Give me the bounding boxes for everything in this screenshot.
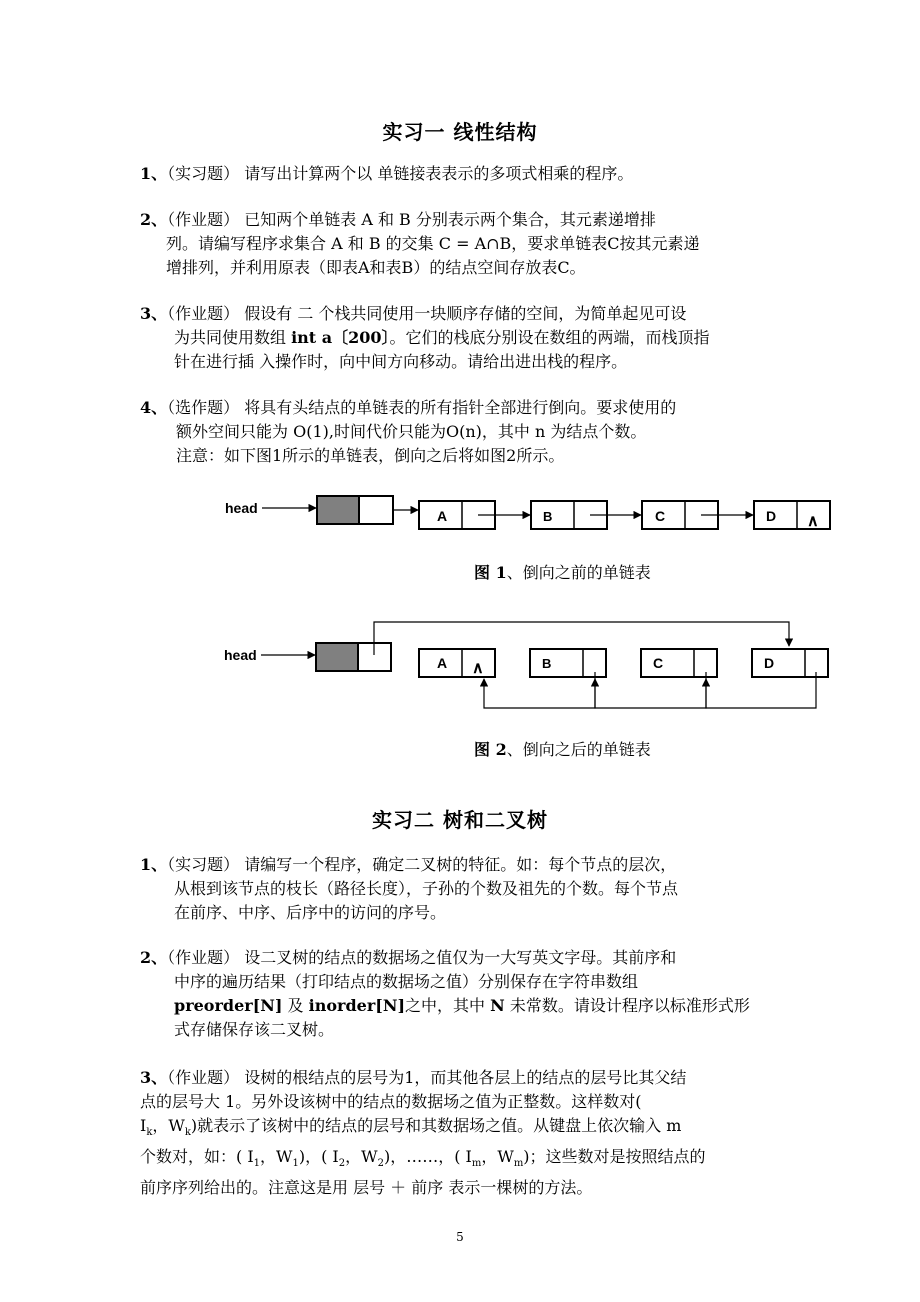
code-text: int a〔200〕 <box>291 328 390 347</box>
q-tag: （作业题） <box>167 210 240 229</box>
section2-title: 实习二 树和二叉树 <box>372 808 548 832</box>
q-num: 4、 <box>140 398 168 417</box>
node-label: D <box>766 508 777 524</box>
q-text: 额外空间只能为 O(1),时间代价只能为O(n)，其中 n 为结点个数。 <box>176 422 647 441</box>
q-text: 从根到该节点的枝长（路径长度），子孙的个数及祖先的个数。每个节点 <box>174 879 679 898</box>
q-text: 针在进行插 入操作时，向中间方向移动。请给出进出栈的程序。 <box>174 352 628 371</box>
null-pointer-icon: ∧ <box>807 513 819 530</box>
node-label: B <box>542 656 552 671</box>
q-num: 3、 <box>140 1068 168 1087</box>
caption-number: 图 2 <box>474 740 507 759</box>
subscript: m <box>471 1158 482 1170</box>
q-text: 注意：如下图1所示的单链表，倒向之后将如图2所示。 <box>176 446 565 465</box>
node-a <box>419 649 495 677</box>
q-text: ，W <box>260 1147 293 1167</box>
q-text: )；这些数对是按照结点的 <box>523 1147 706 1167</box>
q-text: 请写出计算两个以 单链接表表示的多项式相乘的程序。 <box>239 164 634 183</box>
page-number: 5 <box>456 1230 464 1244</box>
node-d <box>754 501 830 530</box>
figure-2-linked-list <box>0 610 920 720</box>
node-label: B <box>543 509 553 524</box>
q-text: 在前序、中序、后序中的访问的序号。 <box>174 903 447 922</box>
q-text: )，( I <box>298 1147 339 1167</box>
q-text: 设二叉树的结点的数据场之值仅为一大写英文字母。其前序和 <box>239 948 677 967</box>
q-text: 列。请编写程序求集合 A 和 B 的交集 C = A∩B，要求单链表C按其元素递 <box>166 234 700 253</box>
figure-1-linked-list <box>0 480 920 550</box>
figure-1-caption <box>474 560 651 583</box>
q-text: 中序的遍历结果（打印结点的数据场之值）分别保存在字符串数组 <box>174 972 639 991</box>
q-text: 点的层号大 1。另外设该树中的结点的数据场之值为正整数。这样数对( <box>140 1092 642 1111</box>
node-label: A <box>437 655 448 671</box>
q-tag: （作业题） <box>167 1068 240 1087</box>
q-text: 假设有 二 个栈共同使用一块顺序存储的空间，为简单起见可设 <box>239 304 687 323</box>
head-label: head <box>225 500 258 516</box>
q-tag: （作业题） <box>167 304 240 323</box>
head-node <box>316 643 391 671</box>
s2-question-2 <box>140 946 750 1042</box>
caption-text: 、倒向之后的单链表 <box>506 740 651 759</box>
q-text: 设树的根结点的层号为1，而其他各层上的结点的层号比其父结 <box>239 1068 687 1087</box>
q-num: 1、 <box>140 855 168 874</box>
code-text: N <box>490 996 505 1015</box>
s2-question-1 <box>140 853 678 925</box>
q-text: 将具有头结点的单链表的所有指针全部进行倒向。要求使用的 <box>239 398 677 417</box>
q-text: I <box>140 1116 147 1135</box>
q-text: )，……，( I <box>383 1147 472 1167</box>
q-text: 已知两个单链表 A 和 B 分别表示两个集合，其元素递增排 <box>239 210 656 229</box>
subscript: 2 <box>338 1158 346 1170</box>
node-label: A <box>437 508 448 524</box>
q-num: 1、 <box>140 164 168 183</box>
s1-question-2 <box>140 208 700 280</box>
subscript: m <box>513 1158 524 1170</box>
subscript: k <box>146 1127 153 1139</box>
q-text: 个数对，如：( I <box>140 1147 254 1167</box>
subscript: 1 <box>292 1158 299 1170</box>
s1-question-1 <box>140 162 633 186</box>
q-text: 及 <box>282 996 309 1015</box>
q-text: 为共同使用数组 <box>174 328 292 347</box>
q-text: 请编写一个程序，确定二叉树的特征。如：每个节点的层次， <box>239 855 677 874</box>
q-num: 2、 <box>140 210 168 229</box>
q-text: 未常数。请设计程序以标准形式形 <box>504 996 750 1015</box>
q-num: 3、 <box>140 304 168 323</box>
q-text: 之中，其中 <box>405 996 491 1015</box>
node-label: C <box>655 508 666 524</box>
s2-question-3 <box>140 1066 706 1200</box>
head-node <box>317 496 393 524</box>
figure-2-caption <box>474 737 651 760</box>
q-text: ，W <box>345 1147 378 1167</box>
subscript: 1 <box>253 1158 261 1170</box>
q-text: ，W <box>152 1116 185 1135</box>
q-num: 2、 <box>140 948 168 967</box>
q-text: )就表示了该树中的结点的层号和其数据场之值。从键盘上依次输入 m <box>190 1116 682 1135</box>
section1-title: 实习一 线性结构 <box>382 120 538 144</box>
q-text: ，W <box>481 1147 514 1167</box>
subscript: 2 <box>377 1158 384 1170</box>
q-text: 前序序列给出的。注意这是用 层号 ＋ 前序 表示一棵树的方法。 <box>140 1178 593 1198</box>
q-tag: （选作题） <box>167 398 240 417</box>
q-text: 式存储保存该二叉树。 <box>174 1020 335 1039</box>
q-tag: （实习题） <box>167 855 240 874</box>
s1-question-3 <box>140 302 710 374</box>
q-tag: （实习题） <box>167 164 240 183</box>
code-text: preorder[N] <box>174 996 283 1015</box>
q-text: 增排列，并利用原表（即表A和表B）的结点空间存放表C。 <box>166 258 586 277</box>
node-label: C <box>653 655 664 671</box>
q-tag: （作业题） <box>167 948 240 967</box>
head-label: head <box>224 647 257 663</box>
node-label: D <box>764 655 775 671</box>
subscript: k <box>184 1127 191 1139</box>
null-pointer-icon: ∧ <box>472 660 484 677</box>
s1-question-4 <box>140 396 676 468</box>
q-text: 。它们的栈底分别设在数组的两端，而栈顶指 <box>389 328 710 347</box>
caption-number: 图 1 <box>474 563 507 582</box>
code-text: inorder[N] <box>308 996 406 1015</box>
caption-text: 、倒向之前的单链表 <box>506 563 651 582</box>
